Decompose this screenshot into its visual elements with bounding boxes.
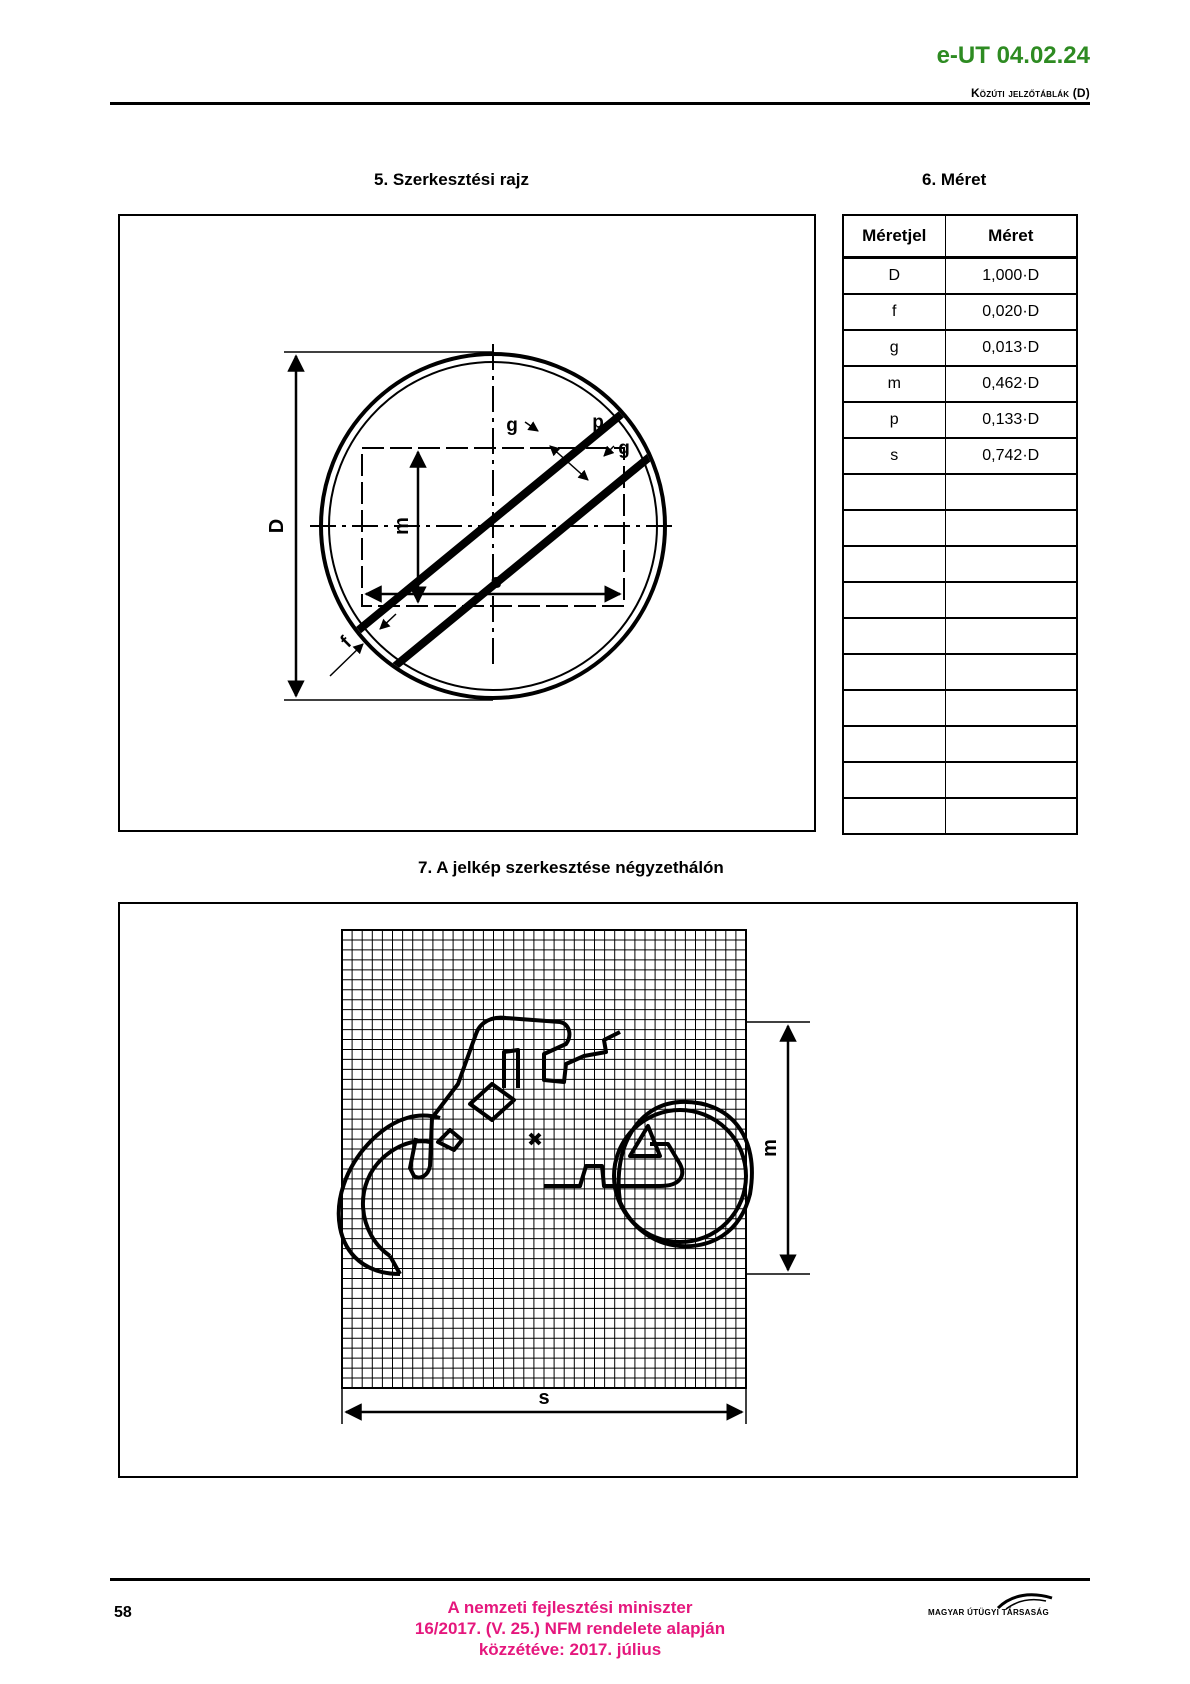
grid-construction-drawing [118,902,1078,1478]
footer-publication-note [360,1597,780,1660]
table-row [843,798,1077,834]
label-s: s [538,1387,550,1409]
label-p: p [592,412,604,433]
cell-symbol [843,690,945,726]
document-code: e-UT 04.02.24 [936,42,1090,69]
label-g-right: g [618,438,630,459]
cell-size [945,690,1077,726]
pedal-square [438,1130,462,1150]
f-arrow-upper [380,614,396,629]
label-f: f [336,632,357,653]
table-row [843,690,1077,726]
label-m: m [391,517,413,535]
cell-symbol [843,546,945,582]
cell-size [945,582,1077,618]
footer-rule [110,1578,1090,1581]
cell-size [945,726,1077,762]
table-row [843,294,1077,330]
cell-size: 0,742·D [945,438,1077,474]
label-g-top: g [506,415,518,436]
table-header-row [843,215,1077,258]
table-row [843,474,1077,510]
cell-symbol [843,474,945,510]
cell-symbol [843,582,945,618]
header-rule [110,102,1090,105]
construction-drawing [118,214,816,832]
g-top-arrow [525,422,538,431]
label-m: m [759,1139,781,1157]
cell-symbol [843,510,945,546]
cell-symbol [843,762,945,798]
cell-symbol: m [843,366,945,402]
cell-symbol: g [843,330,945,366]
section-6-title: 6. Méret [922,170,987,189]
cell-size [945,798,1077,834]
square-grid [342,930,746,1388]
table-row [843,402,1077,438]
column-header-size: Méret [945,215,1077,258]
cell-symbol [843,654,945,690]
table-row [843,582,1077,618]
table-row [843,510,1077,546]
cell-size [945,618,1077,654]
table-row [843,654,1077,690]
section-5-title: 5. Szerkesztési rajz [374,170,529,189]
cell-size [945,654,1077,690]
footer-line-1: A nemzeti fejlesztési miniszter [447,1598,693,1617]
cell-size: 1,000·D [945,258,1077,295]
cell-symbol: f [843,294,945,330]
label-s: s [490,571,502,593]
page-number: 58 [114,1604,132,1621]
section-7-title: 7. A jelkép szerkesztése négyzethálón [418,858,724,877]
cell-symbol [843,798,945,834]
bicycle-symbol [339,1018,752,1274]
cell-symbol [843,618,945,654]
footer-line-2: 16/2017. (V. 25.) NFM rendelete alapján [414,1619,726,1638]
table-row [843,618,1077,654]
cell-size [945,474,1077,510]
cell-size [945,546,1077,582]
rider-upper-outline [432,1018,620,1118]
cell-size: 0,462·D [945,366,1077,402]
cell-size: 0,013·D [945,330,1077,366]
cell-size: 0,020·D [945,294,1077,330]
cell-size [945,510,1077,546]
table-row [843,330,1077,366]
cell-size [945,762,1077,798]
cell-symbol: s [843,438,945,474]
column-header-symbol: Méretjel [843,215,945,258]
cell-symbol: D [843,258,945,295]
cell-size: 0,133·D [945,402,1077,438]
footer-line-3: közzétéve: 2017. július [478,1640,662,1659]
document-subtitle: Közúti jelzőtáblák (D) [970,86,1090,100]
table-row [843,546,1077,582]
grid-drawing-svg [120,904,1080,1480]
table-row [843,726,1077,762]
dimension-table [842,214,1078,835]
table-row [843,258,1077,295]
table-row [843,438,1077,474]
table-row [843,762,1077,798]
f-arrow-lower [330,644,363,676]
cell-symbol: p [843,402,945,438]
publisher-logo [928,1592,1088,1626]
cell-symbol [843,726,945,762]
label-d: D [266,518,288,534]
construction-drawing-svg [120,216,818,834]
table-row [843,366,1077,402]
publisher-logo-text: MAGYAR ÚTÜGYI TÁRSASÁG [928,1608,1049,1617]
